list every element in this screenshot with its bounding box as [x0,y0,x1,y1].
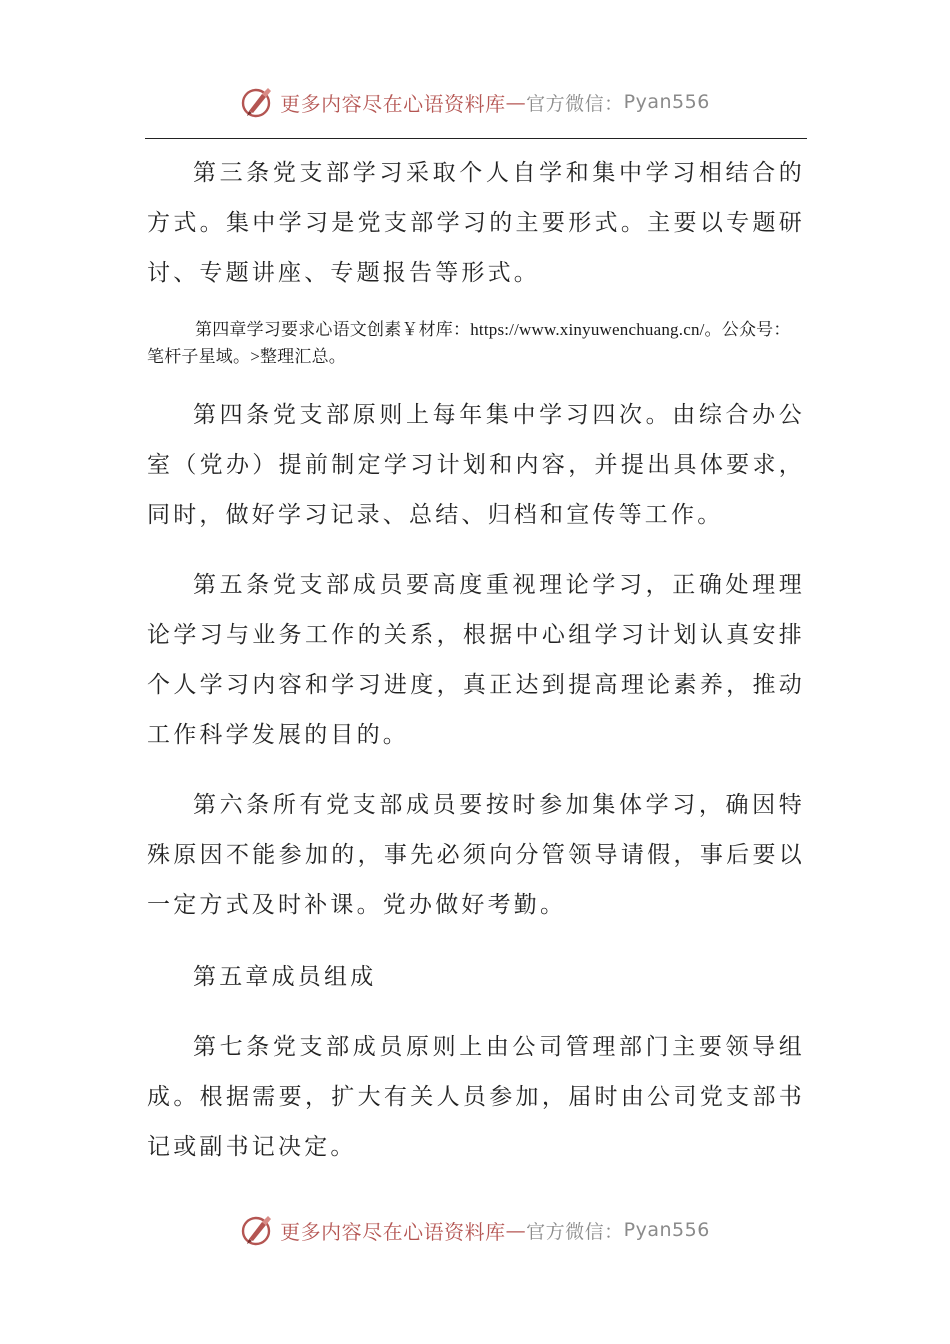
paragraph-article-3: 第三条党支部学习采取个人自学和集中学习相结合的方式。集中学习是党支部学习的主要形式。主要以专题研讨、专题讲座、专题报告等形式。 [147,160,805,286]
document-body [147,148,805,1172]
chapter-4-note: 第四章学习要求心语文创素￥材库：https://www.xinyuwenchuang.cn/。公众号：笔杆子星域。>整理汇总。 [147,320,791,366]
footer-banner [0,1208,950,1252]
footer-wechat-id: Pyan556 [623,1219,710,1241]
banner-brand-text: 更多内容尽在心语资料库 [280,91,506,116]
footer-brand-text: 更多内容尽在心语资料库 [280,1219,506,1244]
banner-wechat-id: Pyan556 [623,91,710,113]
paragraph-article-6: 第六条所有党支部成员要按时参加集体学习，确因特殊原因不能参加的，事先必须向分管领导请假，事后要以一定方式及时补课。党办做好考勤。 [147,792,805,918]
header-banner [0,80,950,124]
pen-logo-icon [240,1213,274,1247]
pen-logo-icon [240,85,274,119]
header-divider [145,138,807,139]
paragraph-article-5: 第五条党支部成员要高度重视理论学习，正确处理理论学习与业务工作的关系，根据中心组学习计划认真安排个人学习内容和学习进度，真正达到提高理论素养，推动工作科学发展的目的。 [147,572,805,748]
chapter-5-heading: 第五章成员组成 [193,964,377,990]
paragraph-article-4: 第四条党支部原则上每年集中学习四次。由综合办公室（党办）提前制定学习计划和内容，并提出具体要求，同时，做好学习记录、总结、归档和宣传等工作。 [147,402,805,528]
footer-dash: — [505,1218,527,1242]
banner-dash: — [505,90,527,114]
footer-wechat-label: 官方微信： [526,1220,624,1243]
banner-wechat-label: 官方微信： [526,92,624,115]
paragraph-article-7: 第七条党支部成员原则上由公司管理部门主要领导组成。根据需要，扩大有关人员参加，届时由公司党支部书记或副书记决定。 [147,1034,805,1160]
